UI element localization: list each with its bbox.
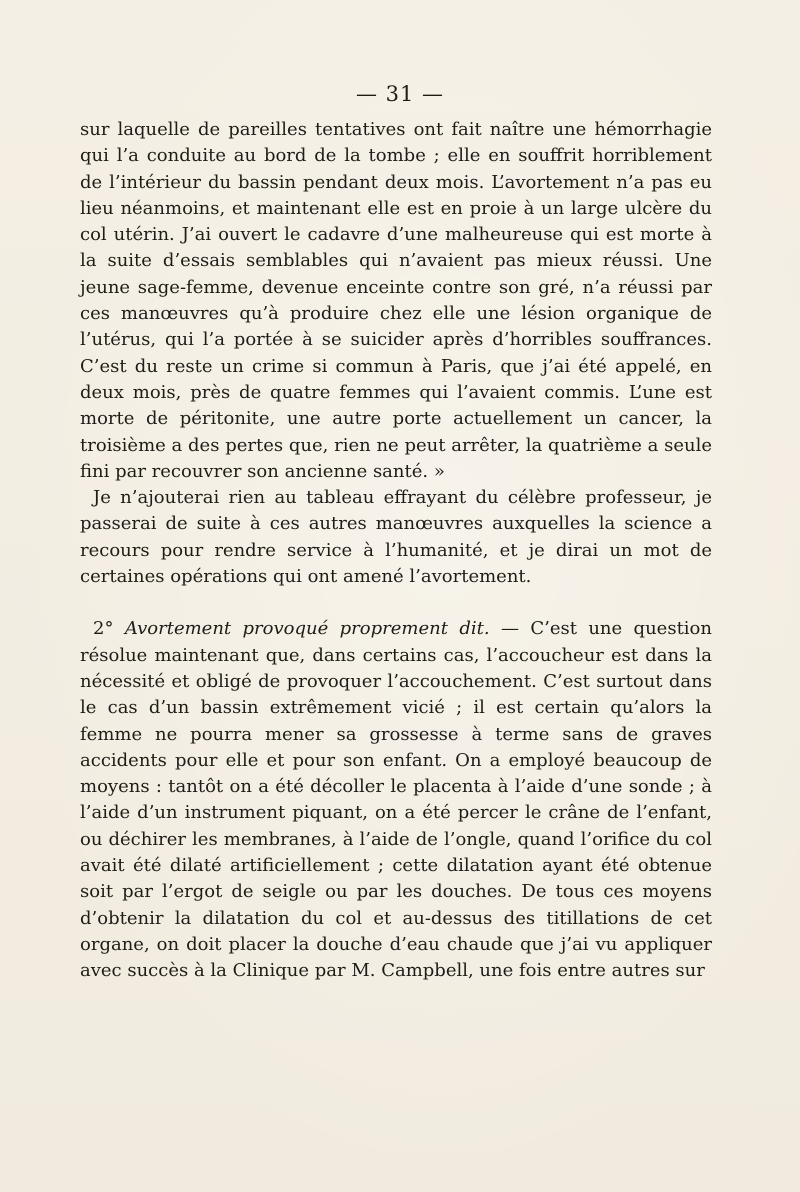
section-body: — C’est une question résolue maintenant que, dans certains cas, l’accoucheur est dans la nécessité et obligé de provoquer l’accouchement. C’est surtout dans le cas d’un bassin extrêmement vicié ; il est certain qu’alors la femme ne pourra mener sa grossesse à terme sans de graves accidents pour elle et pour son enfant. On a employé beaucoup de moyens : tantôt on a été décoller le placenta à l’aide d’une sonde ; à l’aide d’un instrument piquant, on a été percer le crâne de l’enfant, ou déchirer les membranes, à l’aide de l’ongle, quand l’orifice du col avait été dilaté artificiellement ; cette dilatation ayant été obtenue soit par l’ergot de seigle ou par les douches. De tous ces moyens d’obtenir la dilatation du col et au-dessus des titillations de cet organe, on doit placer la douche d’eau chaude que j’ai vu appliquer avec succès à la Clinique par M. Campbell, une fois entre autres sur — [80, 618, 712, 982]
paragraph-section-2 — [80, 616, 712, 984]
section-heading: Avortement provoqué proprement dit. — [124, 618, 490, 640]
body-text — [80, 117, 712, 985]
section-number: 2° — [93, 618, 125, 640]
paragraph-commentary: Je n’ajouterai rien au tableau effrayant du célèbre professeur, je passerai de suite à ces autres manœuvres auxquelles la science a recours pour rendre service à l’humanité, et je dirai un mot de certaines opérations qui ont amené l’avortement. — [80, 487, 712, 588]
page-number: — 31 — — [355, 82, 445, 106]
paragraph-quote-continuation: sur laquelle de pareilles tentatives ont fait naître une hémorrhagie qui l’a conduite au bord de la tombe ; elle en souffrit horriblement de l’intérieur du bassin pendant deux mois. L’avortement n’a pas eu lieu néanmoins, et maintenant elle est en proie à un large ulcère du col utérin. J’ai ouvert le cadavre d’une malheureuse qui est morte à la suite d’essais semblables qui n’avaient pas mieux réussi. Une jeune sage-femme, devenue enceinte contre son gré, n’a réussi par ces manœuvres qu’à produire chez elle une lésion organique de l’utérus, qui l’a portée à se suicider après d’horribles souffrances. C’est du reste un crime si commun à Paris, que j’ai été appelé, en deux mois, près de quatre femmes qui l’avaient commis. L’une est morte de péritonite, une autre porte actuellement un cancer, la troisième a des pertes que, rien ne peut arrêter, la quatrième a seule fini par recouvrer son ancienne santé. » — [80, 119, 712, 482]
